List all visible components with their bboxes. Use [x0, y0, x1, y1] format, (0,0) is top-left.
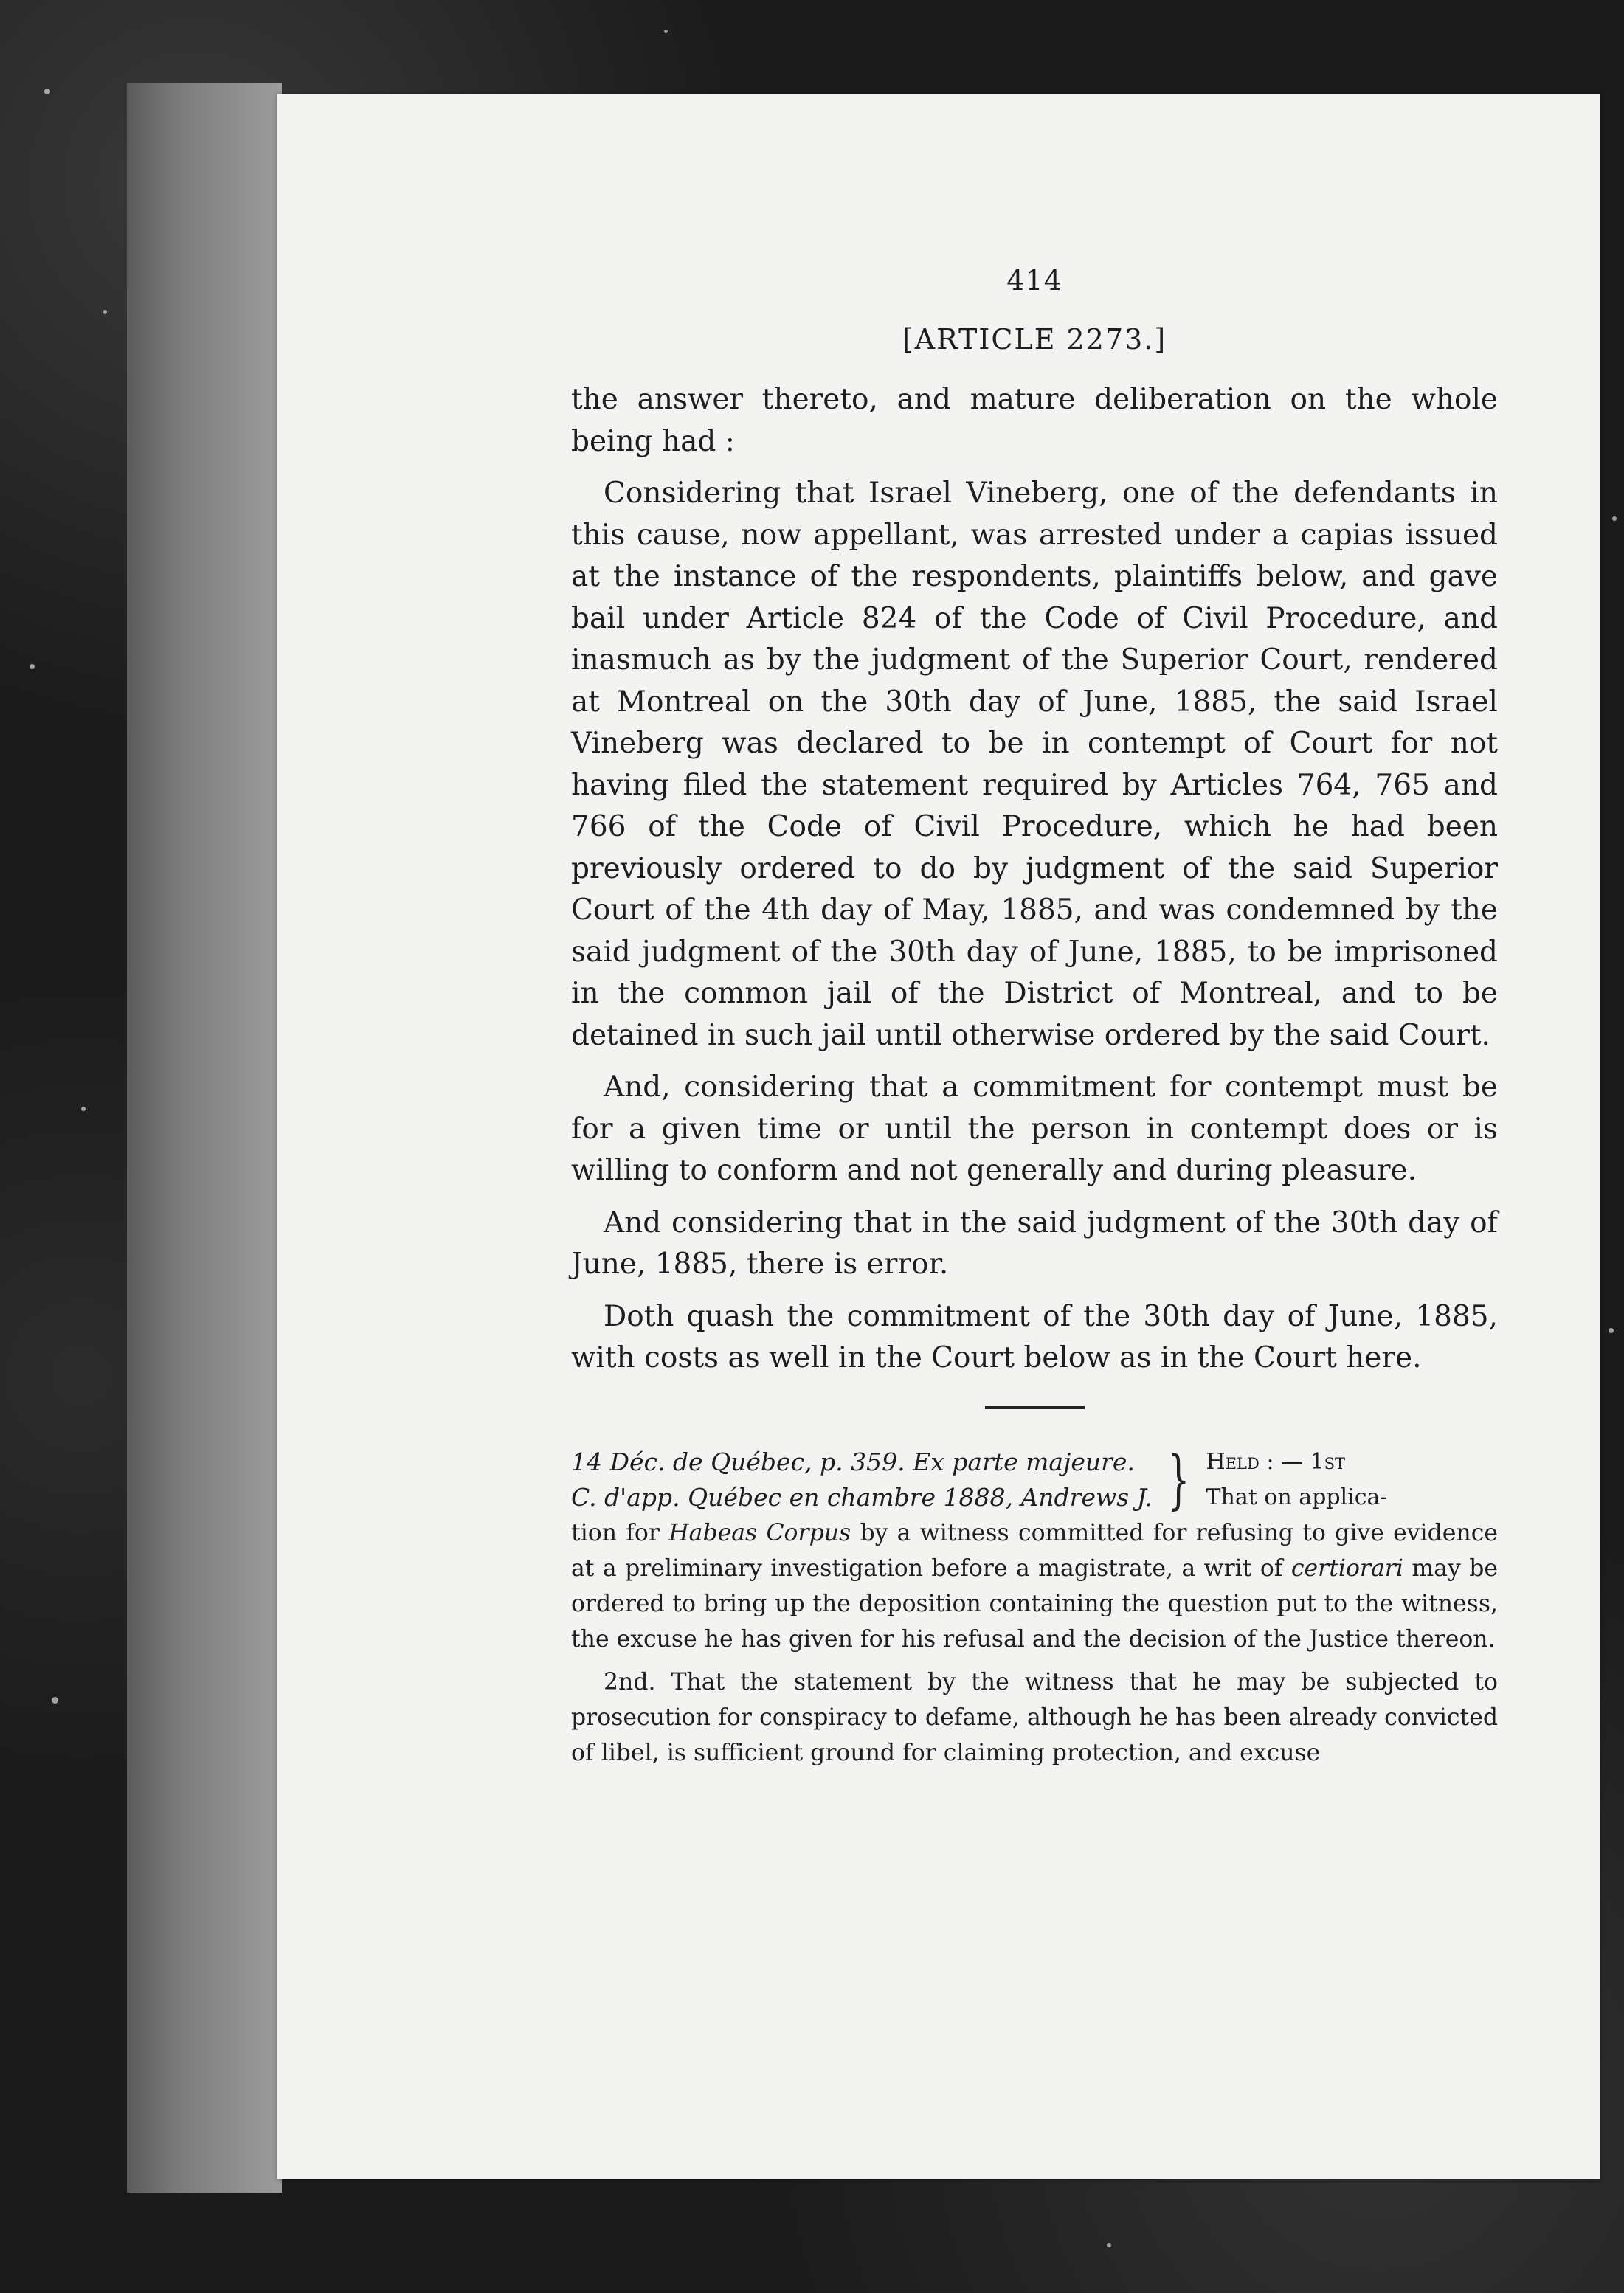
held-continuation: That on applica-: [1206, 1484, 1388, 1510]
book-page-edges: [127, 83, 282, 2193]
citation-line-2: C. d'app. Québec en chambre 1888, Andrews J.: [571, 1482, 1153, 1512]
footnote-paragraph-1: [571, 1515, 1498, 1657]
dust-speck: [52, 1697, 58, 1704]
citation-line-1: 14 Déc. de Québec, p. 359. Ex parte majeure.: [571, 1447, 1135, 1476]
footnote-text: by a witness committed for refusing to give evidence at a preliminary investigation before a magistrate, a writ of: [571, 1519, 1498, 1582]
dust-speck: [30, 664, 35, 669]
page-number: 414: [1006, 264, 1062, 297]
dust-speck: [1609, 1328, 1614, 1333]
paragraph-error: And considering that in the said judgment of the 30th day of June, 1885, there is error.: [571, 1206, 1498, 1281]
held-block: [1206, 1445, 1388, 1515]
footnote-text: may be ordered to bring up the deposition containing the question put to the witness, the excuse he has given for his refusal and the decision of the Justice thereon.: [571, 1554, 1499, 1653]
dust-speck: [44, 89, 50, 94]
citation-block: [571, 1445, 1153, 1515]
held-label: Held : — 1st: [1206, 1448, 1346, 1475]
paragraph-continuation: the answer thereto, and mature deliberation on the whole being had :: [571, 383, 1498, 458]
footnote-text: tion for: [571, 1519, 669, 1546]
article-heading: [ARTICLE 2273.]: [902, 323, 1167, 356]
dust-speck: [664, 30, 668, 33]
dust-speck: [103, 310, 107, 314]
dust-speck: [81, 1107, 86, 1111]
footnote-italic-text: Habeas Corpus: [668, 1519, 851, 1546]
paragraph-considering: Considering that Israel Vineberg, one of the defendants in this cause, now appellant, was arrested under a capias issued at the instance of the respondents, plaintiffs below, and gave bail under Article 824 of the Code of Civil Procedure, and inasmuch as by the judgment of the Superior Court, rendered at Montreal on the 30th day of June, 1885, the said Israel Vineberg was declared to be in contempt of Court for not having filed the statement required by Articles 764, 765 and 766 of the Code of Civil Procedure, which he had been previously ordered to do by judgment of the said Superior Court of the 4th day of May, 1885, and was condemned by the said judgment of the 30th day of June, 1885, to be imprisoned in the common jail of the District of Montreal, and to be detained in such jail until otherwise ordered by the said Court.: [571, 477, 1498, 1052]
dust-speck: [1107, 2243, 1111, 2247]
footnote-paragraph-2: 2nd. That the statement by the witness that he may be subjected to prosecution for conspiracy to defame, although he has been already convicted of libel, is sufficient ground for claiming protection, and excuse: [571, 1668, 1498, 1766]
paragraph-commitment: And, considering that a commitment for contempt must be for a given time or until the person in contempt does or is willing to conform and not generally and during pleasure.: [571, 1071, 1498, 1187]
footnote-citation: [571, 1442, 1498, 1517]
dust-speck: [1612, 516, 1617, 521]
footnote-italic-text: certiorari: [1290, 1554, 1403, 1582]
book-page: [277, 94, 1600, 2179]
text-column: [571, 264, 1498, 1778]
paragraph-quash: Doth quash the commitment of the 30th day of June, 1885, with costs as well in the Court below as in the Court here.: [571, 1299, 1498, 1374]
section-divider: [985, 1406, 1085, 1409]
brace-glyph: }: [1167, 1442, 1190, 1517]
